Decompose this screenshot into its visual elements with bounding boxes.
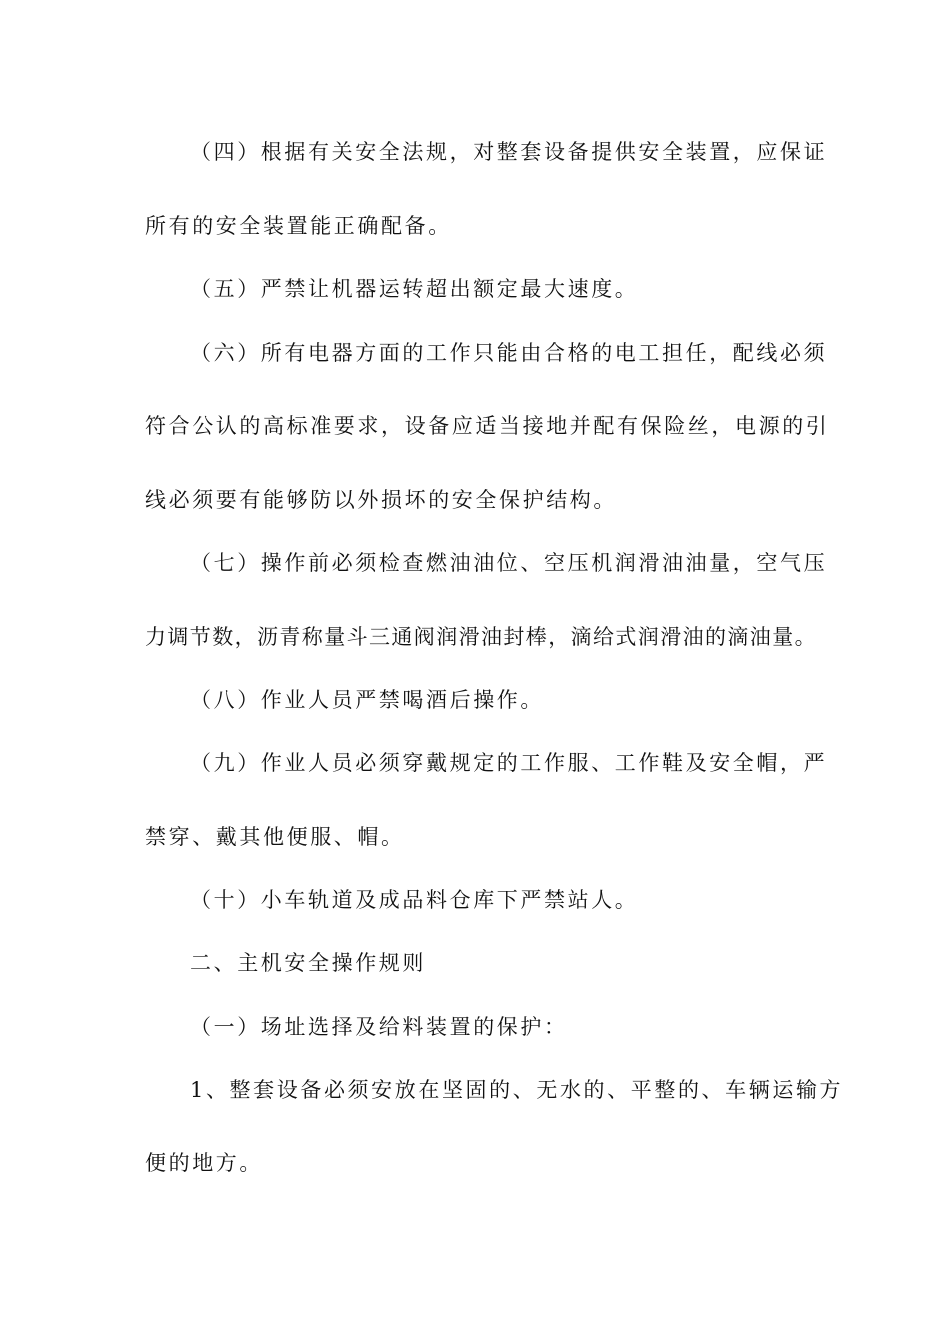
paragraph-line: （四）根据有关安全法规，对整套设备提供安全装置，应保证 (190, 140, 828, 164)
paragraph-line: 力调节数，沥青称量斗三通阀润滑油封棒，滴给式润滑油的滴油量。 (145, 625, 817, 649)
paragraph-line: （十）小车轨道及成品料仓库下严禁站人。 (190, 888, 639, 912)
paragraph-line: （六）所有电器方面的工作只能由合格的电工担任，配线必须 (190, 341, 828, 365)
paragraph-line: 所有的安全装置能正确配备。 (145, 214, 452, 238)
paragraph-line: 线必须要有能够防以外损坏的安全保护结构。 (145, 488, 617, 512)
paragraph-line: （五）严禁让机器运转超出额定最大速度。 (190, 277, 639, 301)
paragraph-line: 符合公认的高标准要求，设备应适当接地并配有保险丝，电源的引 (145, 414, 830, 438)
paragraph-line: （九）作业人员必须穿戴规定的工作服、工作鞋及安全帽，严 (190, 751, 828, 775)
paragraph-line: 1、整套设备必须安放在坚固的、无水的、平整的、车辆运输方 (190, 1078, 844, 1102)
paragraph-line: 禁穿、戴其他便服、帽。 (145, 825, 405, 849)
paragraph-line: （七）操作前必须检查燃油油位、空压机润滑油油量，空气压 (190, 551, 828, 575)
paragraph-line: （八）作业人员严禁喝酒后操作。 (190, 688, 544, 712)
section-heading: 二、主机安全操作规则 (190, 951, 426, 975)
paragraph-line: 便的地方。 (145, 1151, 263, 1175)
subsection-heading: （一）场址选择及给料装置的保护： (190, 1015, 568, 1039)
